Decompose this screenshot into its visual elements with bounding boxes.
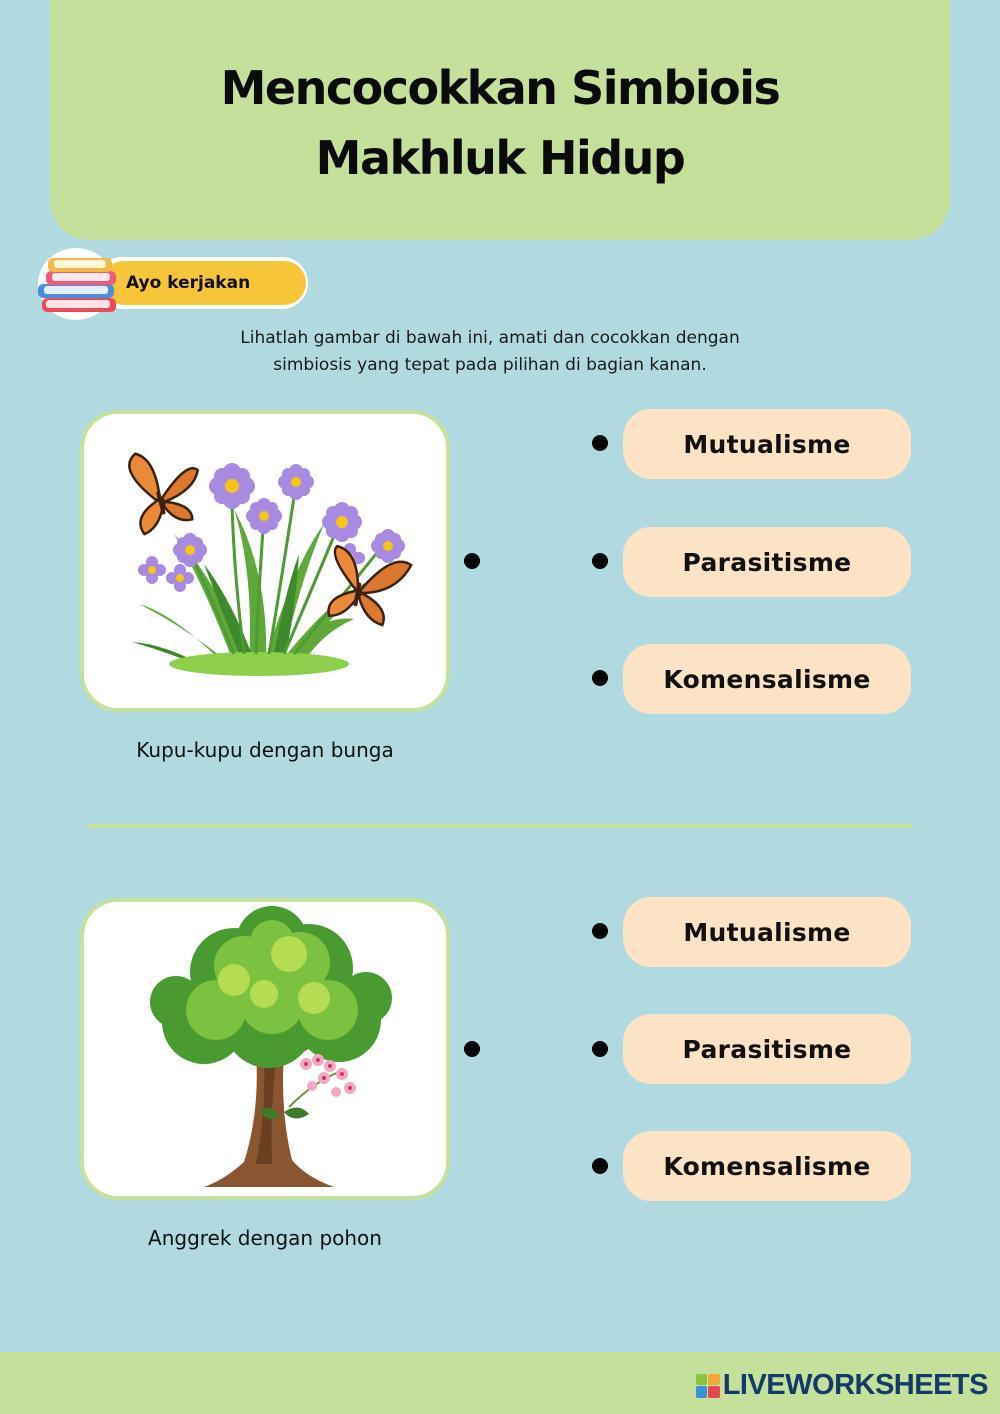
- q2-option-3-dot[interactable]: [592, 1158, 608, 1174]
- butterfly-flower-image-card: [80, 410, 450, 712]
- orchid-tree-image-card: [80, 898, 450, 1200]
- instruction-line-2: simbiosis yang tepat pada pilihan di bagian kanan.: [273, 355, 707, 375]
- instruction-text: [190, 325, 790, 379]
- q2-option-komensalisme[interactable]: Komensalisme: [623, 1131, 911, 1201]
- question-1-match-dot[interactable]: [464, 553, 480, 569]
- q1-option-1-dot[interactable]: [592, 435, 608, 451]
- liveworksheets-logo[interactable]: [696, 1369, 988, 1402]
- q1-option-parasitisme[interactable]: Parasitisme: [623, 527, 911, 597]
- q1-option-komensalisme[interactable]: Komensalisme: [623, 644, 911, 714]
- instruction-line-1: Lihatlah gambar di bawah ini, amati dan cocokkan dengan: [240, 328, 740, 348]
- butterfly-icon: [324, 546, 413, 628]
- q2-option-1-dot[interactable]: [592, 923, 608, 939]
- butterfly-icon: [122, 439, 210, 534]
- q2-option-2-dot[interactable]: [592, 1041, 608, 1057]
- badge-label: Ayo kerjakan: [102, 261, 306, 305]
- q1-option-mutualisme[interactable]: Mutualisme: [623, 409, 911, 479]
- brand-name: LIVEWORKSHEETS: [722, 1369, 988, 1401]
- section-divider: [88, 824, 913, 828]
- books-icon: [34, 254, 124, 316]
- orchid-tree-illustration: [84, 902, 446, 1196]
- question-2-match-dot[interactable]: [464, 1041, 480, 1057]
- ayo-kerjakan-badge: [34, 248, 279, 320]
- page-title-line-1: Mencocokkan Simbiois: [220, 61, 780, 115]
- q2-option-mutualisme[interactable]: Mutualisme: [623, 897, 911, 967]
- header-banner: [50, 0, 950, 240]
- page-title-line-2: Makhluk Hidup: [315, 131, 685, 185]
- q2-option-parasitisme[interactable]: Parasitisme: [623, 1014, 911, 1084]
- butterfly-flower-illustration: [84, 414, 446, 708]
- question-1-caption: Kupu-kupu dengan bunga: [136, 738, 394, 762]
- footer-bar: [0, 1352, 1000, 1414]
- q1-option-2-dot[interactable]: [592, 553, 608, 569]
- question-2-caption: Anggrek dengan pohon: [148, 1226, 382, 1250]
- q1-option-3-dot[interactable]: [592, 670, 608, 686]
- liveworksheets-icon: [696, 1374, 720, 1398]
